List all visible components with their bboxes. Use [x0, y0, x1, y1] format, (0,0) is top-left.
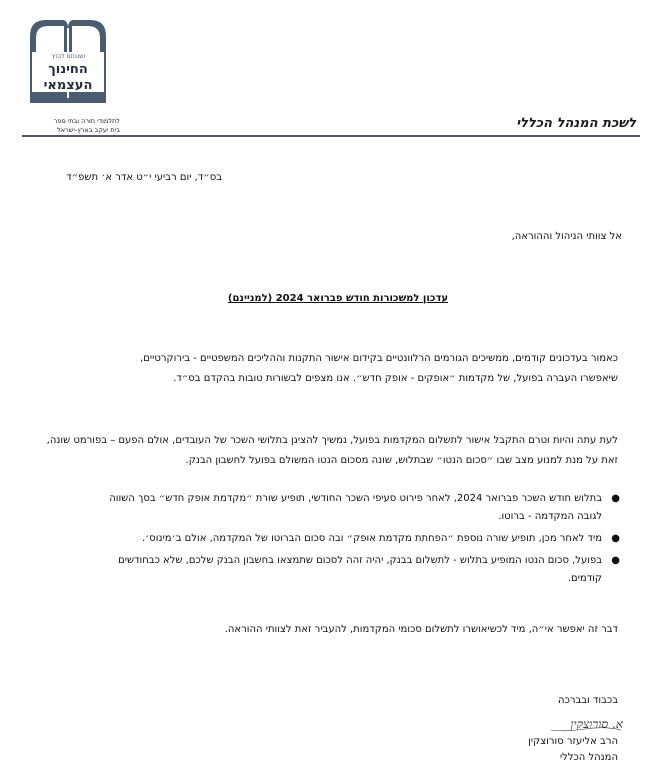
logo-tagline: ושננתם לבניך	[50, 53, 86, 60]
list-item-text: מיד לאחר מכן, תופיע שורה נוספת ״הפחתת מקדמת אופק״ ובה סכום הברוטו של המקדמה, אולם ב׳מינוס׳.	[141, 533, 602, 544]
organization-subtitle	[24, 117, 120, 134]
bullet-icon: ●	[611, 555, 620, 566]
paragraph-1: כאמור בעדכונים קודמים, ממשיכים הגורמים הרלוונטיים בקידום אישור התקנות וההליכים המשפטיים - בירוקרטיים, שיאפשרו העברה בפועל, של מקדמות ״אופקים - אופק חדש״. אנו מצפים לבשורות טובות בהקדם בס״ד.	[140, 353, 618, 384]
closing-paragraph: דבר זה יאפשר אי״ה, מיד לכשיאושרו לתשלום סכומי המקדמות, להעביר זאת לצוותי ההוראה.	[224, 624, 618, 635]
list-item-text: בתלוש חודש השכר פברואר 2024, לאחר פירוט סעיפי השכר החודשי, תופיע שורת ״מקדמת אופק חדש״ בסך השווה לגובה המקדמה - ברוטו.	[109, 493, 602, 522]
header-divider	[22, 135, 640, 137]
bullet-list	[100, 490, 620, 592]
signer-name: הרב אליעזר סורוצקין	[528, 736, 618, 747]
subtitle-line2: בית יעקב בארץ-ישראל	[57, 125, 120, 134]
letter-subject: עדכון למשכורות חודש פברואר 2024 (למניינם)	[227, 293, 448, 304]
logo-line2: העצמאי	[43, 78, 93, 93]
bullet-icon: ●	[611, 533, 620, 544]
organization-logo	[24, 14, 112, 112]
list-item	[100, 552, 620, 588]
subtitle-line1: לתלמודי תורה ובתי ספר	[53, 117, 120, 125]
closing-regards: בכבוד ובברכה	[558, 695, 618, 706]
handwritten-signature	[545, 710, 625, 734]
signer-title: המנהל הכללי	[559, 752, 618, 763]
list-item-text: בפועל, סכום הנטו המופיע בתלוש - לתשלום בבנק, יהיה זהה לסכום שתמצאו בחשבון הבנק שלכם, שלא כבחודשים קודמים.	[118, 555, 602, 584]
list-item	[100, 490, 620, 526]
list-item	[100, 530, 620, 548]
office-title: לשכת המנהל הכללי	[516, 116, 636, 131]
paragraph-2: לעת עתה והיות וטרם התקבל אישור לתשלום המקדמות בפועל, נמשיך להציגן בתלושי השכר של העובדים, אולם הפעם – בפורמט שונה, זאת על מנת למנוע מצב שבו ״סכום הנטו״ שבתלוש, שונה מסכום הנטו המשולם בפועל לחשבון הבנק.	[46, 435, 618, 466]
bullet-icon: ●	[611, 493, 620, 504]
letter-greeting: אל צוותי הניהול וההוראה,	[511, 231, 622, 242]
logo-line1: החינוך	[48, 62, 88, 77]
svg-text:א. סורוצקין: א. סורוצקין	[570, 717, 623, 731]
letter-date: בס״ד, יום רביעי י״ט אדר א׳ תשפ״ד	[66, 172, 222, 183]
